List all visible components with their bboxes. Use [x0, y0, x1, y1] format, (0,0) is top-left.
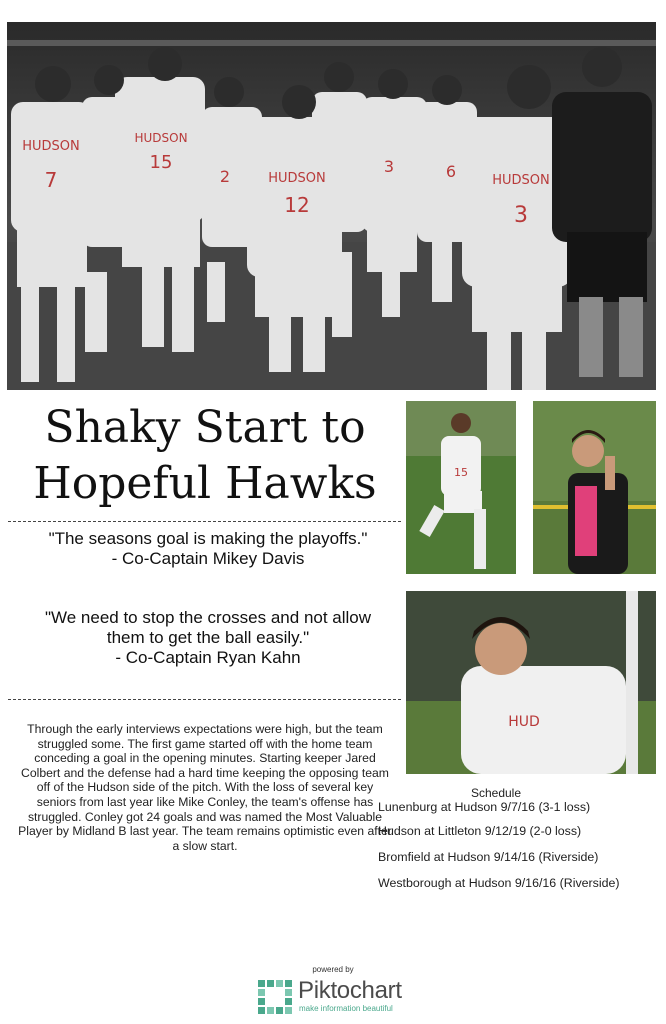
jersey-15-team: HUDSON — [134, 131, 188, 145]
brand-name: Piktochart — [298, 977, 402, 1004]
jersey-12-team: HUDSON — [268, 171, 326, 186]
schedule-game: Westborough at Hudson 9/16/16 (Riverside) — [378, 876, 620, 890]
schedule-title: Schedule — [470, 786, 522, 800]
jersey-3-back-number: 3 — [383, 157, 395, 176]
jersey-2-number: 2 — [219, 167, 231, 186]
schedule — [378, 786, 663, 902]
headline-line-2: Hopeful Hawks — [33, 458, 377, 509]
svg-text:HUD: HUD — [508, 714, 540, 730]
jersey-15-number: 15 — [149, 152, 173, 173]
quote-text: "The seasons goal is making the playoffs." — [48, 529, 368, 548]
quote-text: "We need to stop the crosses and not allow them to get the ball easily." — [44, 608, 372, 647]
schedule-game: Lunenburg at Hudson 9/7/16 (3-1 loss) — [378, 800, 591, 814]
jersey-6-number: 6 — [445, 162, 457, 181]
player-kicking-photo — [406, 401, 516, 574]
quote-davis — [28, 529, 388, 569]
piktochart-brand-link[interactable] — [258, 978, 418, 1018]
piktochart-logo-icon — [258, 980, 292, 1014]
brand-tagline: make information beautiful — [299, 1004, 393, 1013]
jersey-3-team: HUDSON — [492, 173, 550, 188]
quote-attribution: - Co-Captain Mikey Davis — [111, 549, 305, 568]
powered-by-label: powered by — [312, 965, 354, 974]
jersey-7-number: 7 — [44, 168, 58, 192]
team-walking-illustration — [7, 22, 656, 390]
dashed-divider-bottom — [8, 699, 401, 700]
schedule-game: Hudson at Littleton 9/12/19 (2-0 loss) — [378, 824, 582, 838]
jersey-3-number: 3 — [514, 203, 528, 228]
footer — [0, 965, 666, 1013]
headline — [10, 400, 400, 512]
jersey-7-team: HUDSON — [22, 139, 80, 154]
player-crouching-photo — [406, 591, 656, 774]
jersey-12-number: 12 — [284, 193, 310, 217]
schedule-list — [378, 800, 663, 902]
schedule-game: Bromfield at Hudson 9/14/16 (Riverside) — [378, 850, 599, 864]
quote-attribution: - Co-Captain Ryan Kahn — [115, 648, 301, 667]
keeper-thumbs-up-photo — [533, 401, 656, 574]
headline-line-1: Shaky Start to — [44, 402, 366, 453]
team-walking-photo — [7, 22, 656, 390]
article-body: Through the early interviews expectations were high, but the team struggled some. The first game started off with the home team conceding a goal in the opening minutes. Starting keeper Jared Colbert and the defense had a hard time keeping the opposing team off of the Hudson side of the pitch. With the loss of several key seniors from last year like Mike Conley, the team's offense has struggled. Conley got 24 goals and was named the Most Valuable Player by Midland B last year. The team remains optimistic even after a slow start. — [18, 722, 392, 853]
kicker-jersey-number: 15 — [454, 466, 468, 479]
dashed-divider-top — [8, 521, 401, 522]
quote-kahn — [28, 608, 388, 668]
